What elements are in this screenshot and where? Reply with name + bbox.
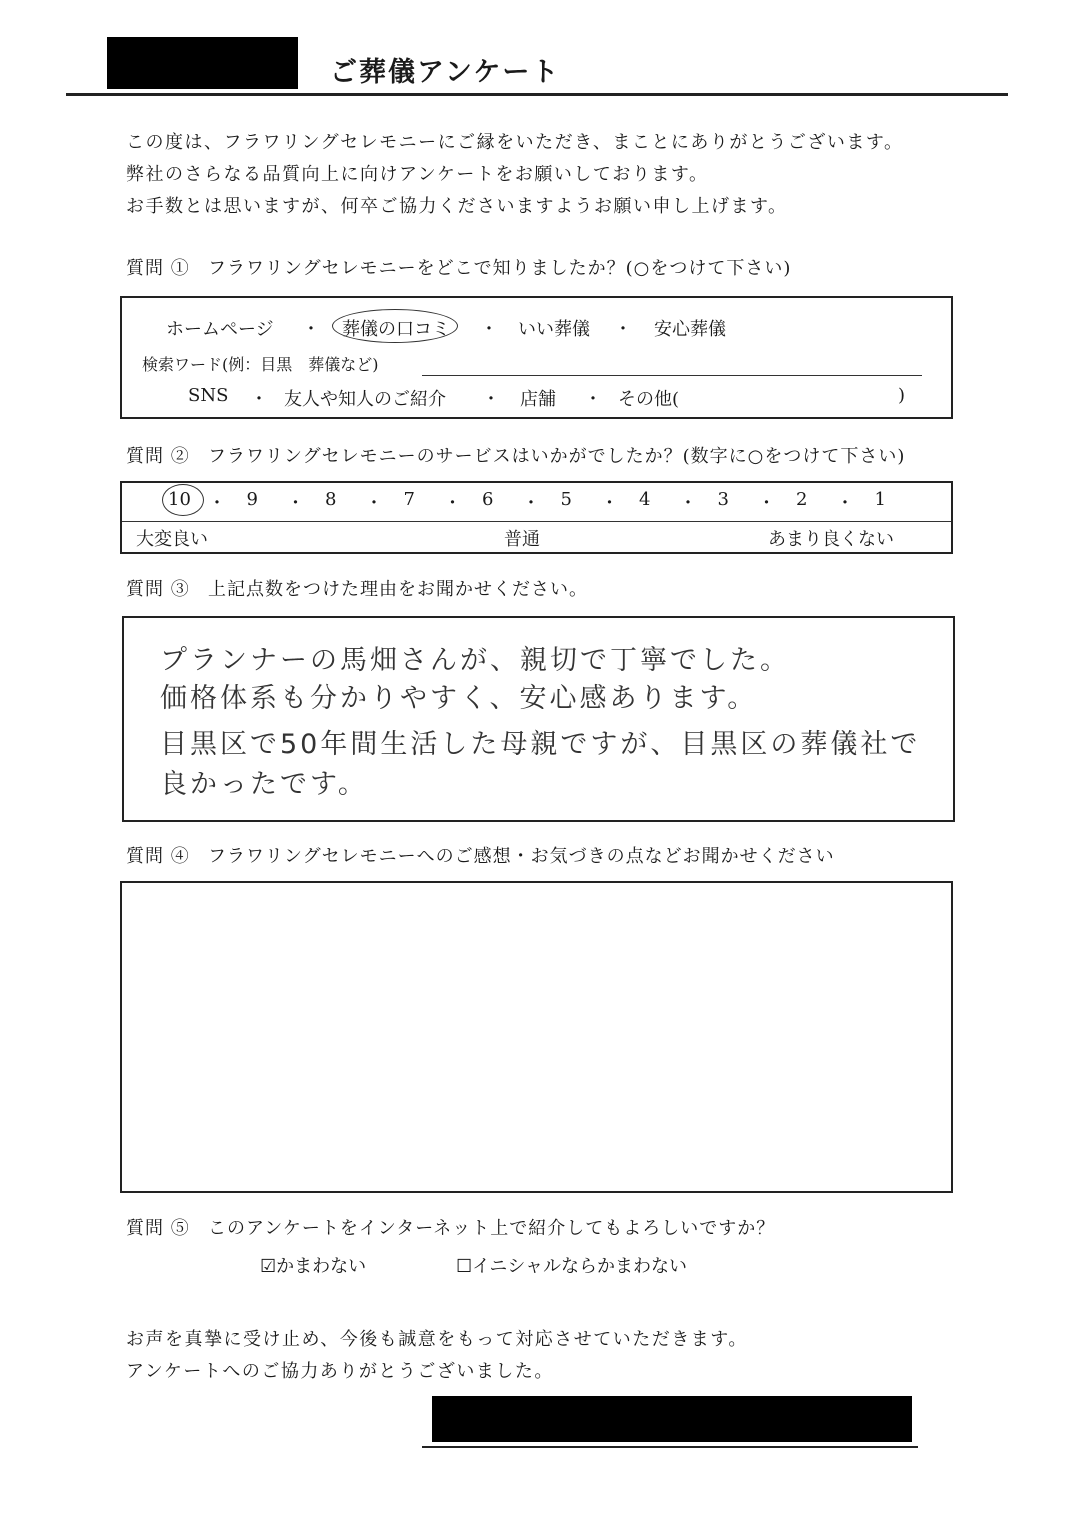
question-4-text: フラワリングセレモニーへのご感想・お気づきの点などお聞かせください xyxy=(208,846,835,867)
rating-option-4[interactable]: 4 xyxy=(639,489,651,510)
separator: ・ xyxy=(250,389,268,410)
page-title: ご葬儀アンケート xyxy=(330,57,561,88)
scale-divider xyxy=(122,521,951,522)
question-1 xyxy=(126,254,791,280)
option-allow[interactable] xyxy=(260,1252,366,1278)
rating-option-10[interactable]: 10 xyxy=(168,489,191,510)
redacted-signature-block xyxy=(432,1396,912,1442)
rating-option-1[interactable]: 1 xyxy=(874,489,886,510)
scale-separator: ・ xyxy=(600,493,619,514)
question-2-text: フラワリングセレモニーのサービスはいかがでしたか？(数字に○をつけて下さい) xyxy=(208,446,906,467)
rating-option-3[interactable]: 3 xyxy=(717,489,729,510)
question-1-text: フラワリングセレモニーをどこで知りましたか？(○をつけて下さい) xyxy=(208,258,792,279)
answer-line-1: プランナーの馬畑さんが、親切で丁寧でした。 xyxy=(160,645,790,676)
option-referral[interactable]: 友人や知人のご紹介 xyxy=(284,389,446,410)
question-4-answer-box[interactable] xyxy=(120,881,953,1193)
rating-option-8[interactable]: 8 xyxy=(325,489,337,510)
question-2-label: 質問 ② xyxy=(126,446,190,467)
closing-line-1: お声を真摯に受け止め、今後も誠意をもって対応させていただきます。 xyxy=(126,1329,748,1350)
search-word-line xyxy=(422,375,922,376)
option-reviews[interactable]: 葬儀の口コミ xyxy=(342,319,450,340)
question-4 xyxy=(126,842,835,868)
rating-option-5[interactable]: 5 xyxy=(560,489,572,510)
scale-separator: ・ xyxy=(836,493,854,514)
question-3-label: 質問 ③ xyxy=(126,579,190,600)
question-2 xyxy=(126,442,905,468)
scale-separator: ・ xyxy=(522,493,540,514)
question-1-label: 質問 ① xyxy=(126,258,190,279)
search-word-hint: 検索ワード(例：目黒 葬儀など) xyxy=(142,355,379,374)
title-underline xyxy=(66,93,1008,96)
separator: ・ xyxy=(480,319,498,340)
scale-separator: ・ xyxy=(679,493,697,514)
option-initials-label: イニシャルならかまわない xyxy=(472,1256,688,1277)
option-sns[interactable]: SNS xyxy=(188,385,229,406)
rating-option-6[interactable]: 6 xyxy=(482,489,494,510)
scale-right-label: あまり良くない xyxy=(768,529,894,550)
question-5-text: このアンケートをインターネット上で紹介してもよろしいですか？ xyxy=(208,1218,776,1239)
selection-circle xyxy=(332,309,458,343)
scale-mid-label: 普通 xyxy=(504,529,540,550)
option-ii-sougi[interactable]: いい葬儀 xyxy=(518,319,590,340)
scale-left-label: 大変良い xyxy=(136,529,208,550)
intro-line-1: この度は、フラワリングセレモニーにご縁をいただき、まことにありがとうございます。 xyxy=(126,132,904,153)
option-anshin-sougi[interactable]: 安心葬儀 xyxy=(654,319,726,340)
scale-separator: ・ xyxy=(443,493,462,514)
rating-selection-circle xyxy=(162,484,204,516)
checked-checkbox-icon[interactable]: ☑ xyxy=(260,1256,277,1277)
separator: ・ xyxy=(584,389,602,410)
scale-separator: ・ xyxy=(757,493,776,514)
rating-option-9[interactable]: 9 xyxy=(246,489,258,510)
signature-underline xyxy=(422,1446,918,1448)
scale-separator: ・ xyxy=(208,493,226,514)
separator: ・ xyxy=(482,389,500,410)
question-5 xyxy=(126,1214,775,1240)
question-3-text: 上記点数をつけた理由をお聞かせください。 xyxy=(208,579,588,600)
redacted-name-block xyxy=(107,37,298,89)
answer-line-3: 目黒区で50年間生活した母親ですが、目黒区の葬儀社で xyxy=(160,729,921,760)
closing-line-2: アンケートへのご協力ありがとうございました。 xyxy=(126,1361,554,1382)
intro-line-2: 弊社のさらなる品質向上に向けアンケートをお願いしております。 xyxy=(126,164,709,185)
question-3 xyxy=(126,575,588,601)
rating-option-7[interactable]: 7 xyxy=(403,489,415,510)
answer-line-2: 価格体系も分かりやすく、安心感あります。 xyxy=(160,683,758,714)
answer-line-4: 良かったです。 xyxy=(160,769,368,800)
separator: ・ xyxy=(302,319,320,340)
question-4-label: 質問 ④ xyxy=(126,846,190,867)
separator: ・ xyxy=(614,319,632,340)
option-store[interactable]: 店舗 xyxy=(520,389,556,410)
intro-line-3: お手数とは思いますが、何卒ご協力くださいますようお願い申し上げます。 xyxy=(126,196,788,217)
unchecked-checkbox-icon[interactable]: ☐ xyxy=(456,1256,473,1277)
option-homepage[interactable]: ホームページ xyxy=(166,319,274,340)
question-1-options-box xyxy=(120,296,953,419)
option-allow-label: かまわない xyxy=(276,1256,367,1277)
scale-separator: ・ xyxy=(365,493,383,514)
question-5-label: 質問 ⑤ xyxy=(126,1218,190,1239)
option-other-close: ) xyxy=(898,385,906,406)
option-other[interactable]: その他( xyxy=(618,389,680,410)
option-initials[interactable] xyxy=(456,1252,687,1278)
scale-separator: ・ xyxy=(286,493,305,514)
rating-option-2[interactable]: 2 xyxy=(796,489,808,510)
